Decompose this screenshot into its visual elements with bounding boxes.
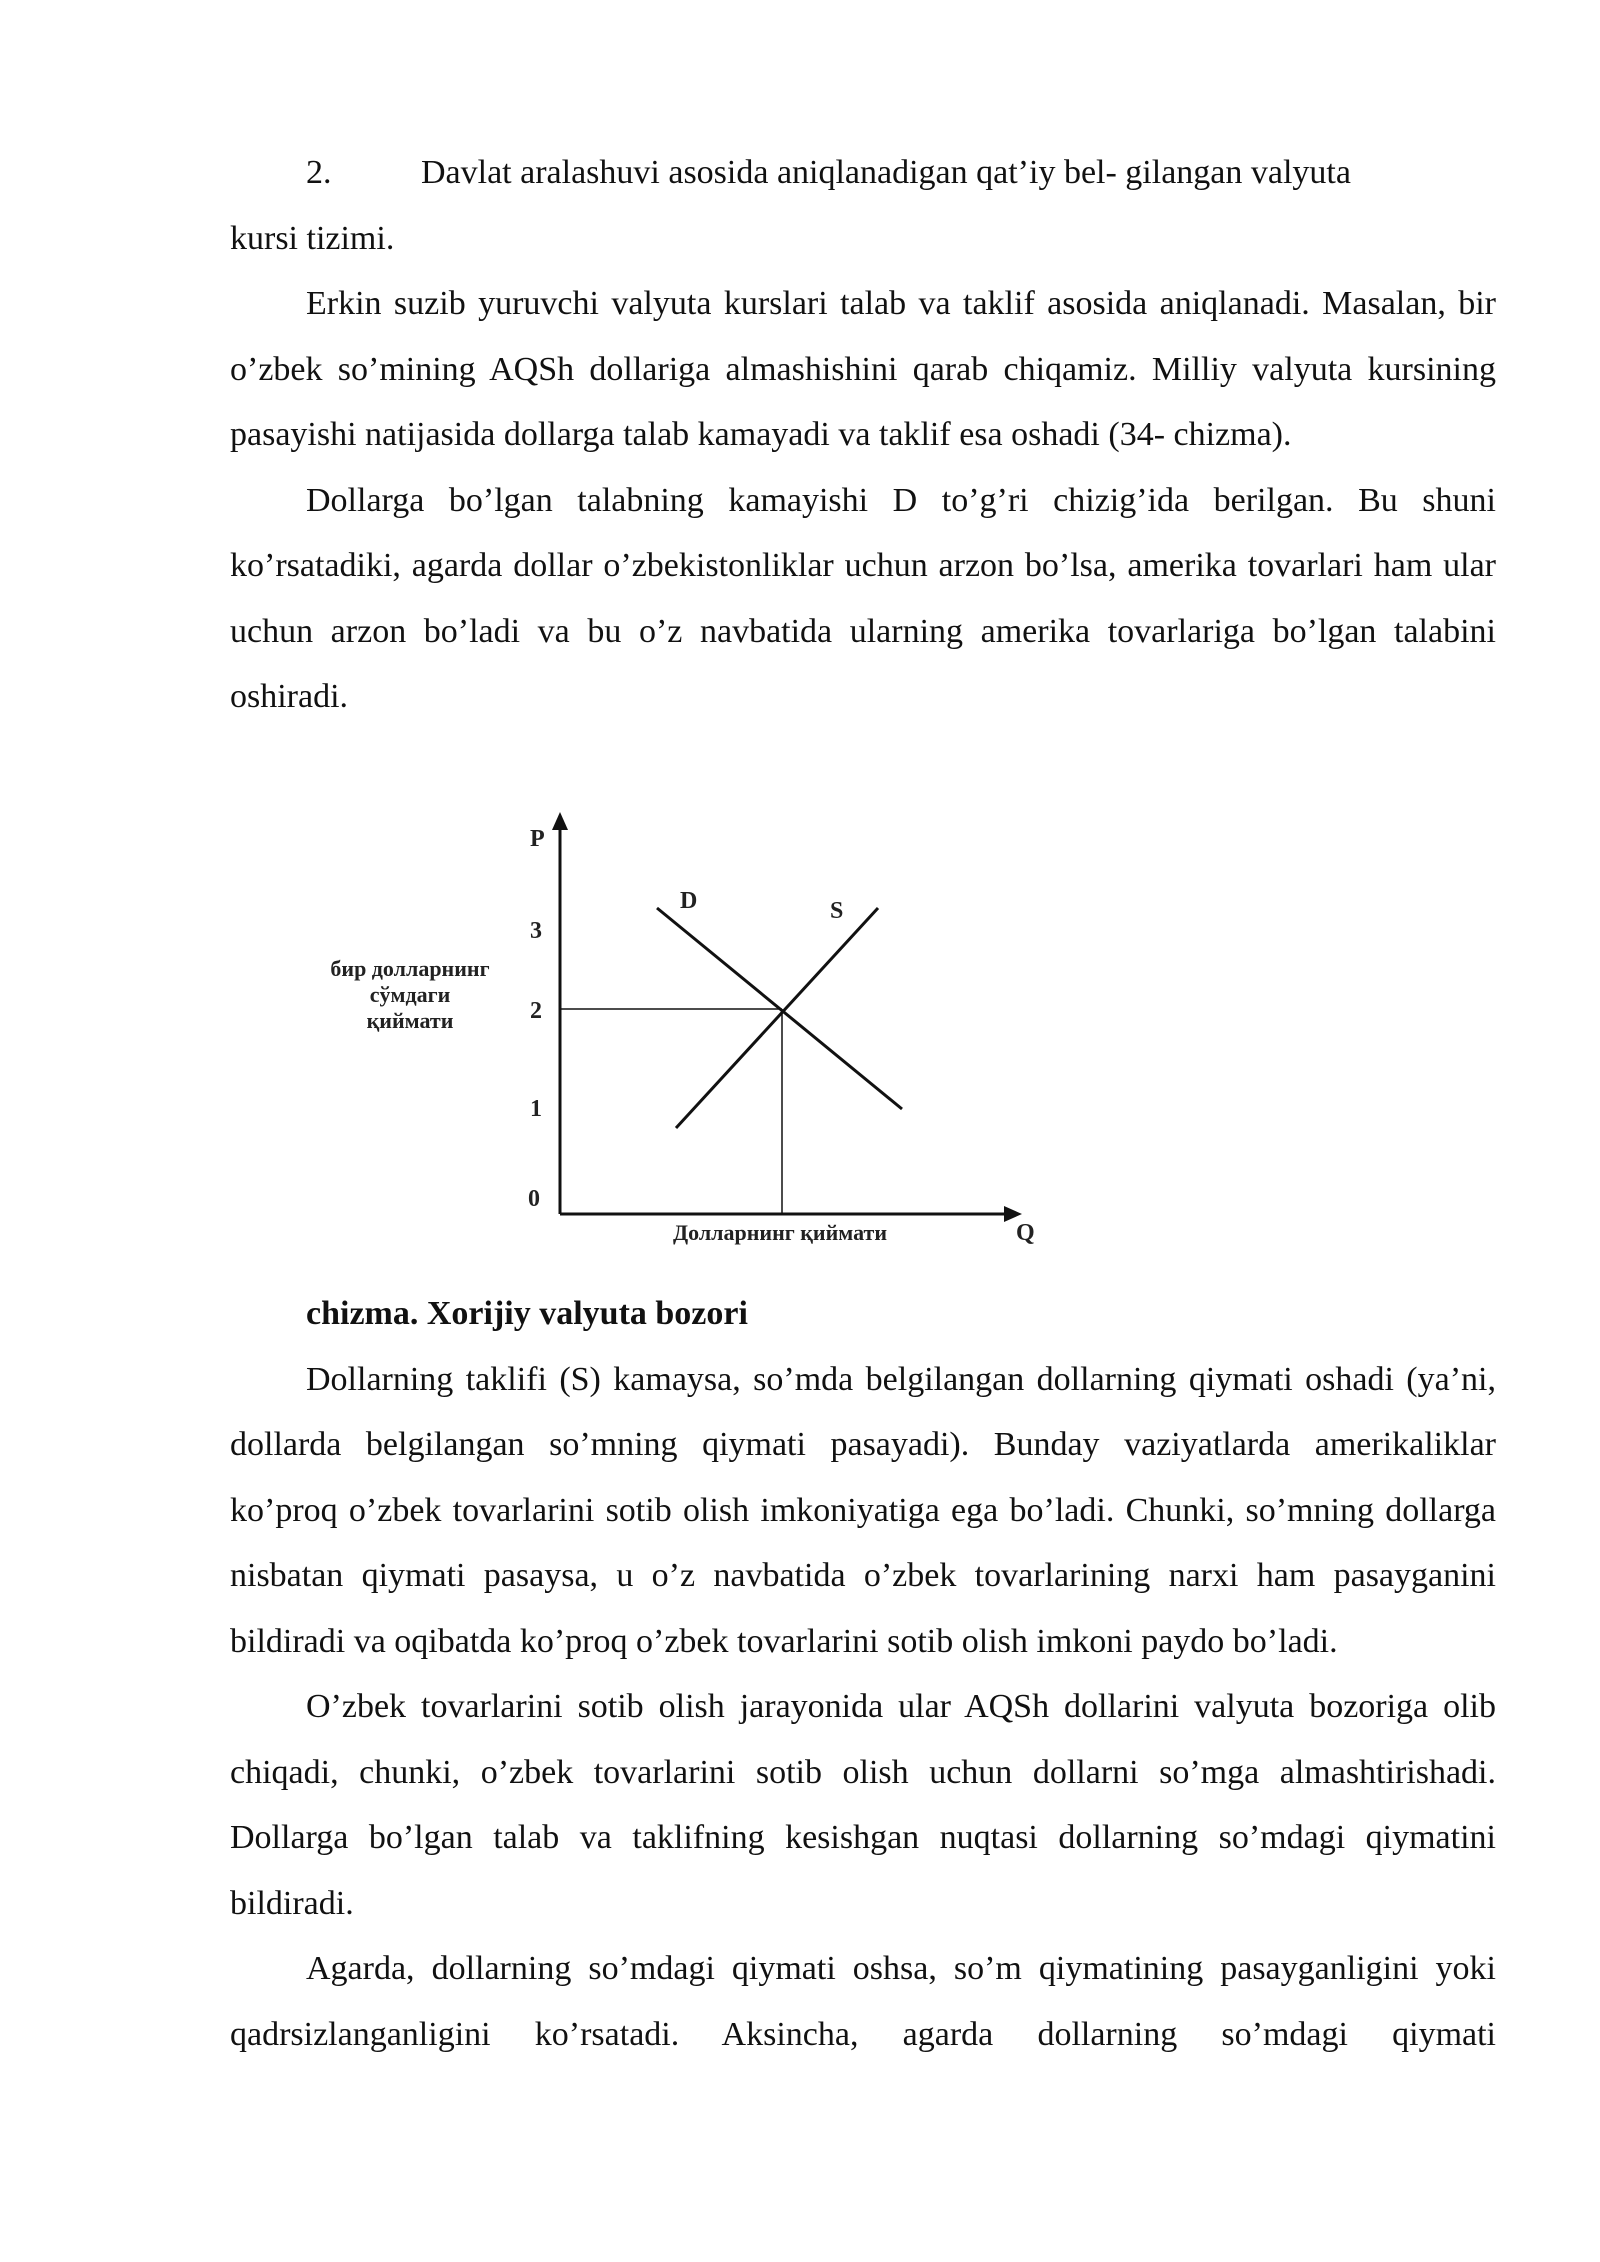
y-axis-arrow [552, 812, 568, 830]
paragraph-2: Dollarga bo’lgan talabning kamayishi D to’g’ri chizig’ida berilgan. Bu shuni ko’rsatadiki, agarda dollar o’zbekistonliklar uchun arzon bo’lsa, amerika tovarlari ham ular uchun arzon bo’ladi va bu o’z navbatida ularning amerika tovarlariga bo’lgan talabini oshiradi. [230, 481, 1496, 715]
item-number: 2. [306, 154, 332, 191]
y-tick-3: 3 [530, 918, 542, 944]
demand-label: D [680, 888, 698, 914]
y-tick-1: 1 [530, 1096, 542, 1122]
body-text-top [230, 140, 1496, 730]
paragraph-1: Erkin suzib yuruvchi valyuta kurslari talab va taklif asosida aniqlanadi. Masalan, bir o’zbek so’mining AQSh dollariga almashishini qarab chiqamiz. Milliy valyuta kursining pasayishi natijasida dollarga talab kamayadi va taklif esa oshadi (34- chizma). [230, 285, 1496, 453]
x-axis-letter: Q [1016, 1220, 1035, 1246]
x-axis-title: Долларнинг қиймати [672, 1220, 888, 1245]
paragraph-4: O’zbek tovarlarini sotib olish jarayonida ular AQSh dollarini valyuta bozoriga olib chiqadi, chunki, o’zbek tovarlarini sotib olish uchun dollarni so’mga almashtirishadi. Dollarga bo’lgan talab va taklifning kesishgan nuqtasi dollarning so’mdagi qiymatini bildiradi. [230, 1688, 1496, 1922]
item-text-line2: kursi tizimi. [230, 219, 395, 257]
numbered-item [230, 140, 1496, 206]
y-axis-title-line3: қиймати [366, 1008, 454, 1033]
supply-demand-figure [300, 808, 1060, 1268]
y-axis-letter: P [530, 826, 545, 852]
body-text-bottom [230, 1281, 1496, 2067]
y-tick-2: 2 [530, 998, 542, 1024]
y-axis-title-line1: бир долларнинг [330, 956, 490, 981]
paragraph-5: Agarda, dollarning so’mdagi qiymati oshsa, so’m qiymatining pasayganligini yoki qadrsizlanganligini ko’rsatadi. Aksincha, agarda dollarning so’mdagi qiymati [230, 1950, 1496, 2053]
y-axis-title-line2: сўмдаги [369, 982, 451, 1007]
supply-label: S [830, 898, 844, 924]
item-text-line1: Davlat aralashuvi asosida aniqlanadigan qat’iy bel- gilangan valyuta [421, 154, 1351, 191]
figure-caption: chizma. Xorijiy valyuta bozori [306, 1295, 748, 1332]
supply-line [676, 908, 878, 1128]
origin-label: 0 [528, 1186, 540, 1212]
paragraph-3: Dollarning taklifi (S) kamaysa, so’mda belgilangan dollarning qiymati oshadi (ya’ni, dollarda belgilangan so’mning qiymati pasayadi). Bunday vaziyatlarda amerikaliklar ko’proq o’zbek tovarlarini sotib olish imkoniyatiga ega bo’ladi. Chunki, so’mning dollarga nisbatan qiymati pasaysa, u o’z navbatida o’zbek tovarlarining narxi ham pasayganini bildiradi va oqibatda ko’proq o’zbek tovarlarini sotib olish imkoni paydo bo’ladi. [230, 1360, 1496, 1660]
figure-svg [300, 808, 1060, 1268]
